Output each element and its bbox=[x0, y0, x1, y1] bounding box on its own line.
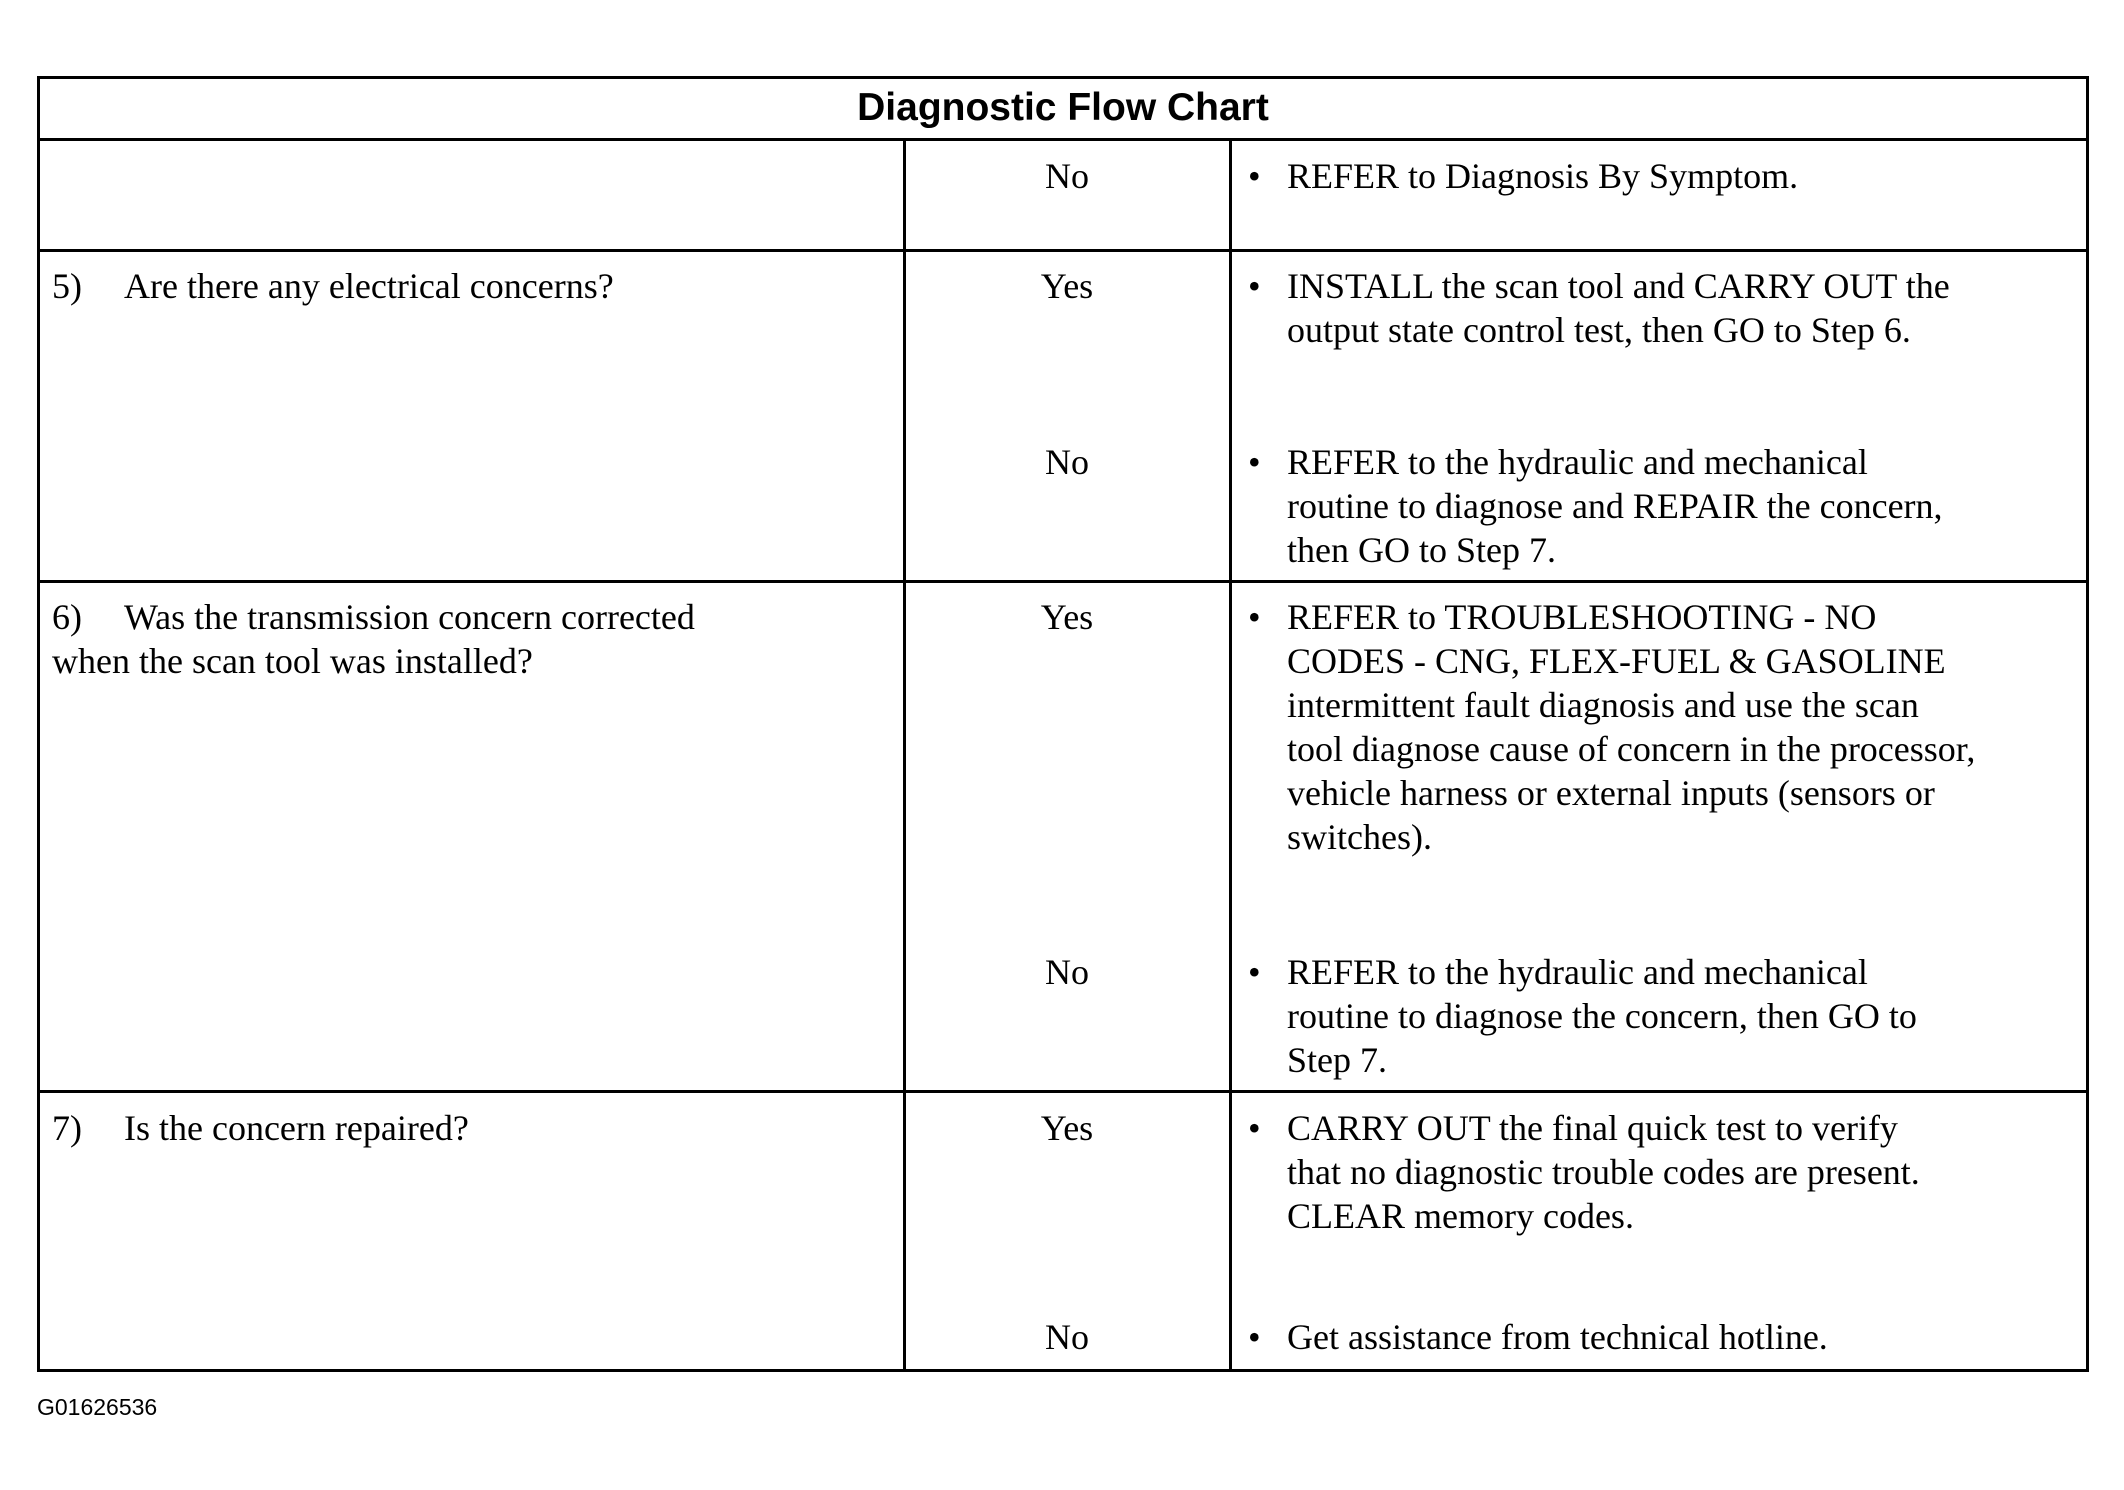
step-number: 7) bbox=[52, 1108, 82, 1148]
bullet: • bbox=[1248, 442, 1261, 482]
action-line: switches). bbox=[1287, 817, 1432, 857]
column-divider-answer-action bbox=[1229, 141, 1232, 1369]
action-line: REFER to Diagnosis By Symptom. bbox=[1287, 156, 1799, 196]
action-line: tool diagnose cause of concern in the processor, bbox=[1287, 729, 1976, 769]
action-line: vehicle harness or external inputs (sensors or bbox=[1287, 773, 1935, 813]
row-divider-3 bbox=[40, 1090, 2086, 1093]
question-text: Was the transmission concern corrected bbox=[124, 597, 695, 637]
action-text bbox=[1287, 154, 1798, 198]
action-text bbox=[1287, 595, 1975, 859]
diagnostic-flow-chart-table bbox=[37, 76, 2089, 1372]
action-text bbox=[1287, 1106, 1920, 1238]
action-line: REFER to the hydraulic and mechanical bbox=[1287, 952, 1868, 992]
answer-label: No bbox=[1045, 952, 1089, 992]
action-text bbox=[1287, 440, 1943, 572]
action-line: routine to diagnose the concern, then GO to bbox=[1287, 996, 1917, 1036]
question-step-5 bbox=[52, 264, 614, 308]
question-text: when the scan tool was installed? bbox=[52, 641, 533, 681]
answer-label: Yes bbox=[1040, 266, 1094, 306]
column-divider-question-answer bbox=[903, 141, 906, 1369]
answer-label: No bbox=[1045, 442, 1089, 482]
action-line: Get assistance from technical hotline. bbox=[1287, 1317, 1828, 1357]
action-line: routine to diagnose and REPAIR the concern, bbox=[1287, 486, 1943, 526]
action-line: intermittent fault diagnosis and use the scan bbox=[1287, 685, 1919, 725]
question-step-6 bbox=[52, 595, 695, 683]
answer-label: No bbox=[1045, 1317, 1089, 1357]
bullet: • bbox=[1248, 1108, 1261, 1148]
question-text: Is the concern repaired? bbox=[124, 1108, 469, 1148]
action-line: REFER to the hydraulic and mechanical bbox=[1287, 442, 1868, 482]
step-number: 6) bbox=[52, 597, 82, 637]
action-text bbox=[1287, 1315, 1828, 1359]
action-text bbox=[1287, 264, 1950, 352]
action-line: Step 7. bbox=[1287, 1040, 1388, 1080]
question-text: Are there any electrical concerns? bbox=[124, 266, 614, 306]
action-line: output state control test, then GO to Step 6. bbox=[1287, 310, 1911, 350]
table-title: Diagnostic Flow Chart bbox=[40, 79, 2086, 141]
bullet: • bbox=[1248, 1317, 1261, 1357]
figure-id: G01626536 bbox=[37, 1394, 158, 1420]
action-text bbox=[1287, 950, 1917, 1082]
answer-label: Yes bbox=[1040, 1108, 1094, 1148]
action-line: INSTALL the scan tool and CARRY OUT the bbox=[1287, 266, 1950, 306]
answer-label: No bbox=[1045, 156, 1089, 196]
action-line: CARRY OUT the final quick test to verify bbox=[1287, 1108, 1898, 1148]
action-line: CODES - CNG, FLEX-FUEL & GASOLINE bbox=[1287, 641, 1946, 681]
action-line: REFER to TROUBLESHOOTING - NO bbox=[1287, 597, 1877, 637]
action-line: that no diagnostic trouble codes are present. bbox=[1287, 1152, 1920, 1192]
row-divider-2 bbox=[40, 580, 2086, 583]
action-line: CLEAR memory codes. bbox=[1287, 1196, 1634, 1236]
bullet: • bbox=[1248, 952, 1261, 992]
answer-label: Yes bbox=[1040, 597, 1094, 637]
bullet: • bbox=[1248, 156, 1261, 196]
action-line: then GO to Step 7. bbox=[1287, 530, 1556, 570]
bullet: • bbox=[1248, 266, 1261, 306]
row-divider-1 bbox=[40, 249, 2086, 252]
bullet: • bbox=[1248, 597, 1261, 637]
question-step-7 bbox=[52, 1106, 469, 1150]
step-number: 5) bbox=[52, 266, 82, 306]
